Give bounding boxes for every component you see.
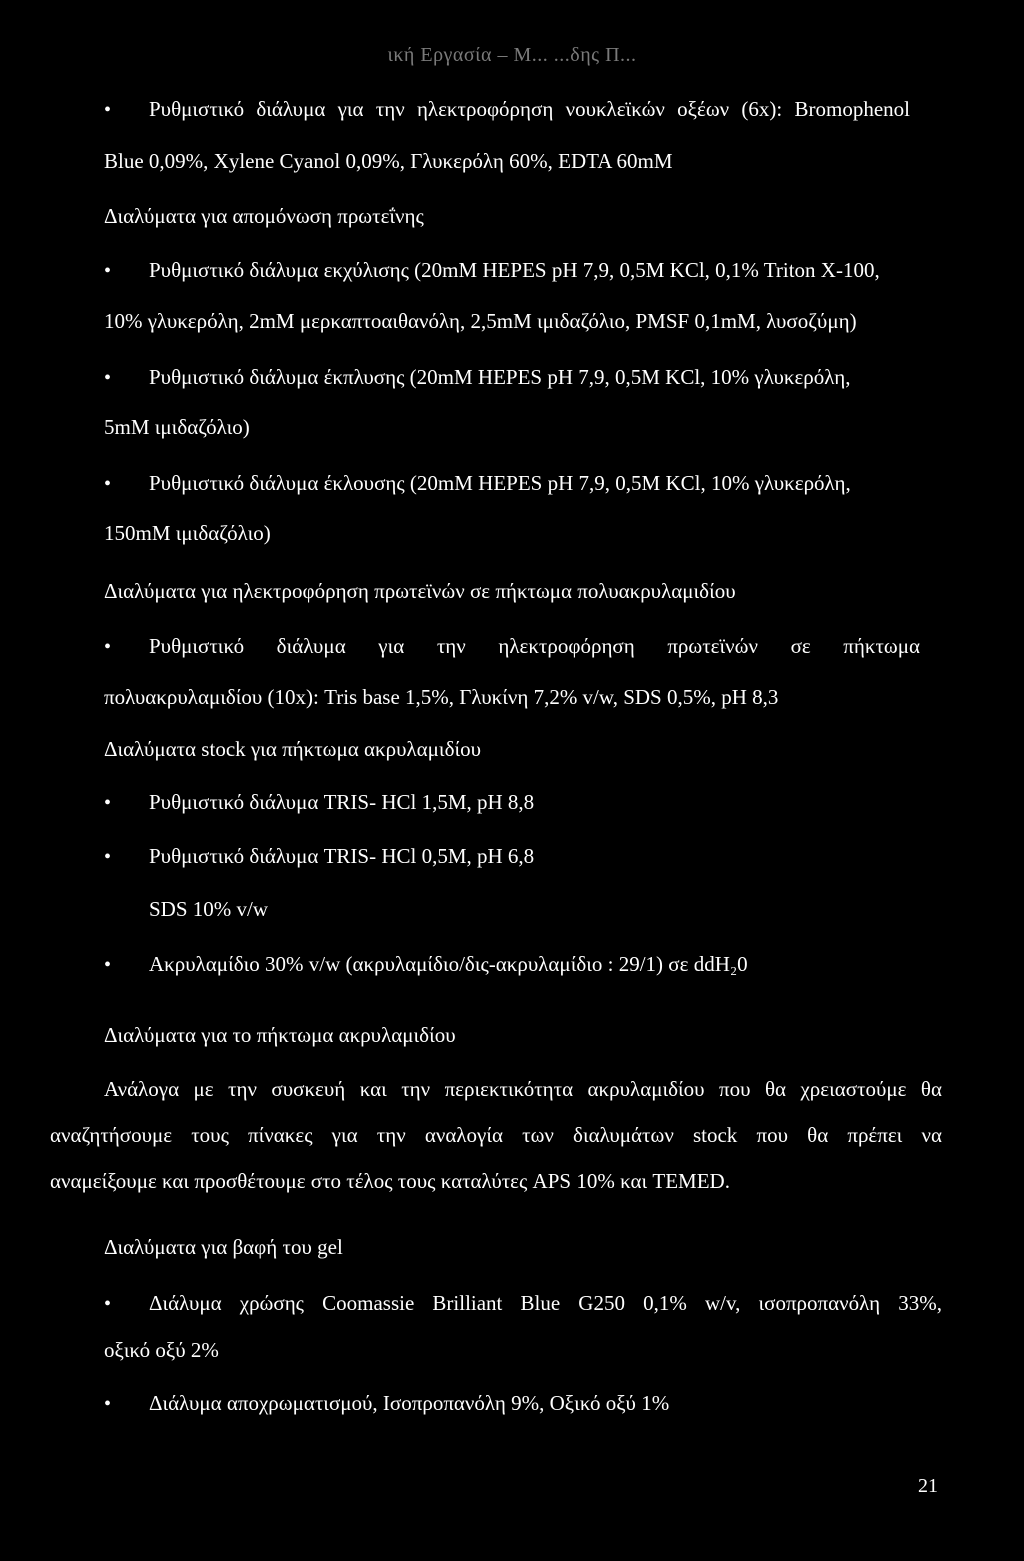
list-item — [104, 1290, 942, 1317]
list-item-text: Διάλυμα χρώσης Coomassie Brilliant Blue G250 0,1% w/v, ισοπροπανόλη 33%, — [149, 1291, 942, 1315]
section-heading: Διαλύματα stock για πήκτωμα ακρυλαμιδίου — [104, 737, 482, 761]
section-heading: Διαλύματα για απομόνωση πρωτεΐνης — [104, 204, 424, 228]
bullet: • — [104, 473, 112, 495]
list-item-text: Ρυθμιστικό διάλυμα TRIS- HCl 0,5M, pH 6,8 — [149, 844, 535, 868]
list-item-continuation: 150mM ιμιδαζόλιο) — [104, 521, 271, 545]
bullet: • — [104, 260, 112, 282]
list-item-continuation: Blue 0,09%, Xylene Cyanol 0,09%, Γλυκερόλη 60%, EDTA 60mM — [104, 149, 673, 173]
list-item — [104, 951, 748, 978]
bullet: • — [104, 636, 112, 658]
list-item — [104, 364, 851, 391]
list-item-text: Ρυθμιστικό διάλυμα για την ηλεκτροφόρηση πρωτεϊνών σε πήκτωμα — [149, 634, 920, 658]
bullet: • — [104, 954, 112, 976]
page-header: ική Εργασία – Μ... ...δης Π... — [387, 44, 637, 66]
list-item — [104, 257, 880, 284]
list-item-text: Ρυθμιστικό διάλυμα έκπλυσης (20mM HEPES pH 7,9, 0,5M KCl, 10% γλυκερόλη, — [149, 365, 851, 389]
bullet: • — [104, 1293, 112, 1315]
list-item-text: SDS 10% v/w — [149, 897, 269, 921]
page-number: 21 — [918, 1475, 938, 1497]
list-item — [104, 1390, 669, 1417]
list-item — [104, 789, 534, 816]
list-item — [104, 470, 851, 497]
list-item-text: Ρυθμιστικό διάλυμα έκλουσης (20mM HEPES pH 7,9, 0,5M KCl, 10% γλυκερόλη, — [149, 471, 851, 495]
paragraph-line: αναμείξουμε και προσθέτουμε στο τέλος τους καταλύτες APS 10% και TEMED. — [50, 1169, 730, 1193]
list-item-continuation: 5mM ιμιδαζόλιο) — [104, 415, 250, 439]
list-item — [104, 633, 920, 660]
list-item-text: Ακρυλαμίδιο 30% v/w (ακρυλαμίδιο/δις-ακρυλαμίδιο : 29/1) σε ddH₂0 — [149, 952, 748, 976]
paragraph-line: Ανάλογα με την συσκευή και την περιεκτικότητα ακρυλαμιδίου που θα χρειαστούμε θα — [104, 1077, 942, 1101]
bullet: • — [104, 99, 112, 121]
section-heading: Διαλύματα για ηλεκτροφόρηση πρωτεϊνών σε πήκτωμα πολυακρυλαμιδίου — [104, 579, 736, 603]
list-item-continuation: πολυακρυλαμιδίου (10x): Tris base 1,5%, Γλυκίνη 7,2% v/w, SDS 0,5%, pH 8,3 — [104, 685, 779, 709]
bullet: • — [104, 1393, 112, 1415]
paragraph-line: αναζητήσουμε τους πίνακες για την αναλογία των διαλυμάτων stock που θα πρέπει να — [50, 1123, 942, 1147]
list-item-text: Ρυθμιστικό διάλυμα εκχύλισης (20mM HEPES pH 7,9, 0,5M KCl, 0,1% Triton X-100, — [149, 258, 880, 282]
list-item — [104, 96, 910, 123]
list-item — [104, 843, 534, 870]
list-item-text: Ρυθμιστικό διάλυμα TRIS- HCl 1,5M, pH 8,8 — [149, 790, 535, 814]
bullet: • — [104, 367, 112, 389]
list-item-text: Διάλυμα αποχρωματισμού, Ισοπροπανόλη 9%, Οξικό οξύ 1% — [149, 1391, 670, 1415]
list-item-continuation: 10% γλυκερόλη, 2mM μερκαπτοαιθανόλη, 2,5mM ιμιδαζόλιο, PMSF 0,1mM, λυσοζύμη) — [104, 309, 857, 333]
bullet: • — [104, 792, 112, 814]
bullet: • — [104, 846, 112, 868]
list-item-continuation: οξικό οξύ 2% — [104, 1338, 219, 1362]
section-heading: Διαλύματα για βαφή του gel — [104, 1235, 343, 1259]
list-item-text: Ρυθμιστικό διάλυμα για την ηλεκτροφόρηση νουκλεϊκών οξέων (6x): Bromophenol — [149, 97, 910, 121]
section-heading: Διαλύματα για το πήκτωμα ακρυλαμιδίου — [104, 1023, 456, 1047]
